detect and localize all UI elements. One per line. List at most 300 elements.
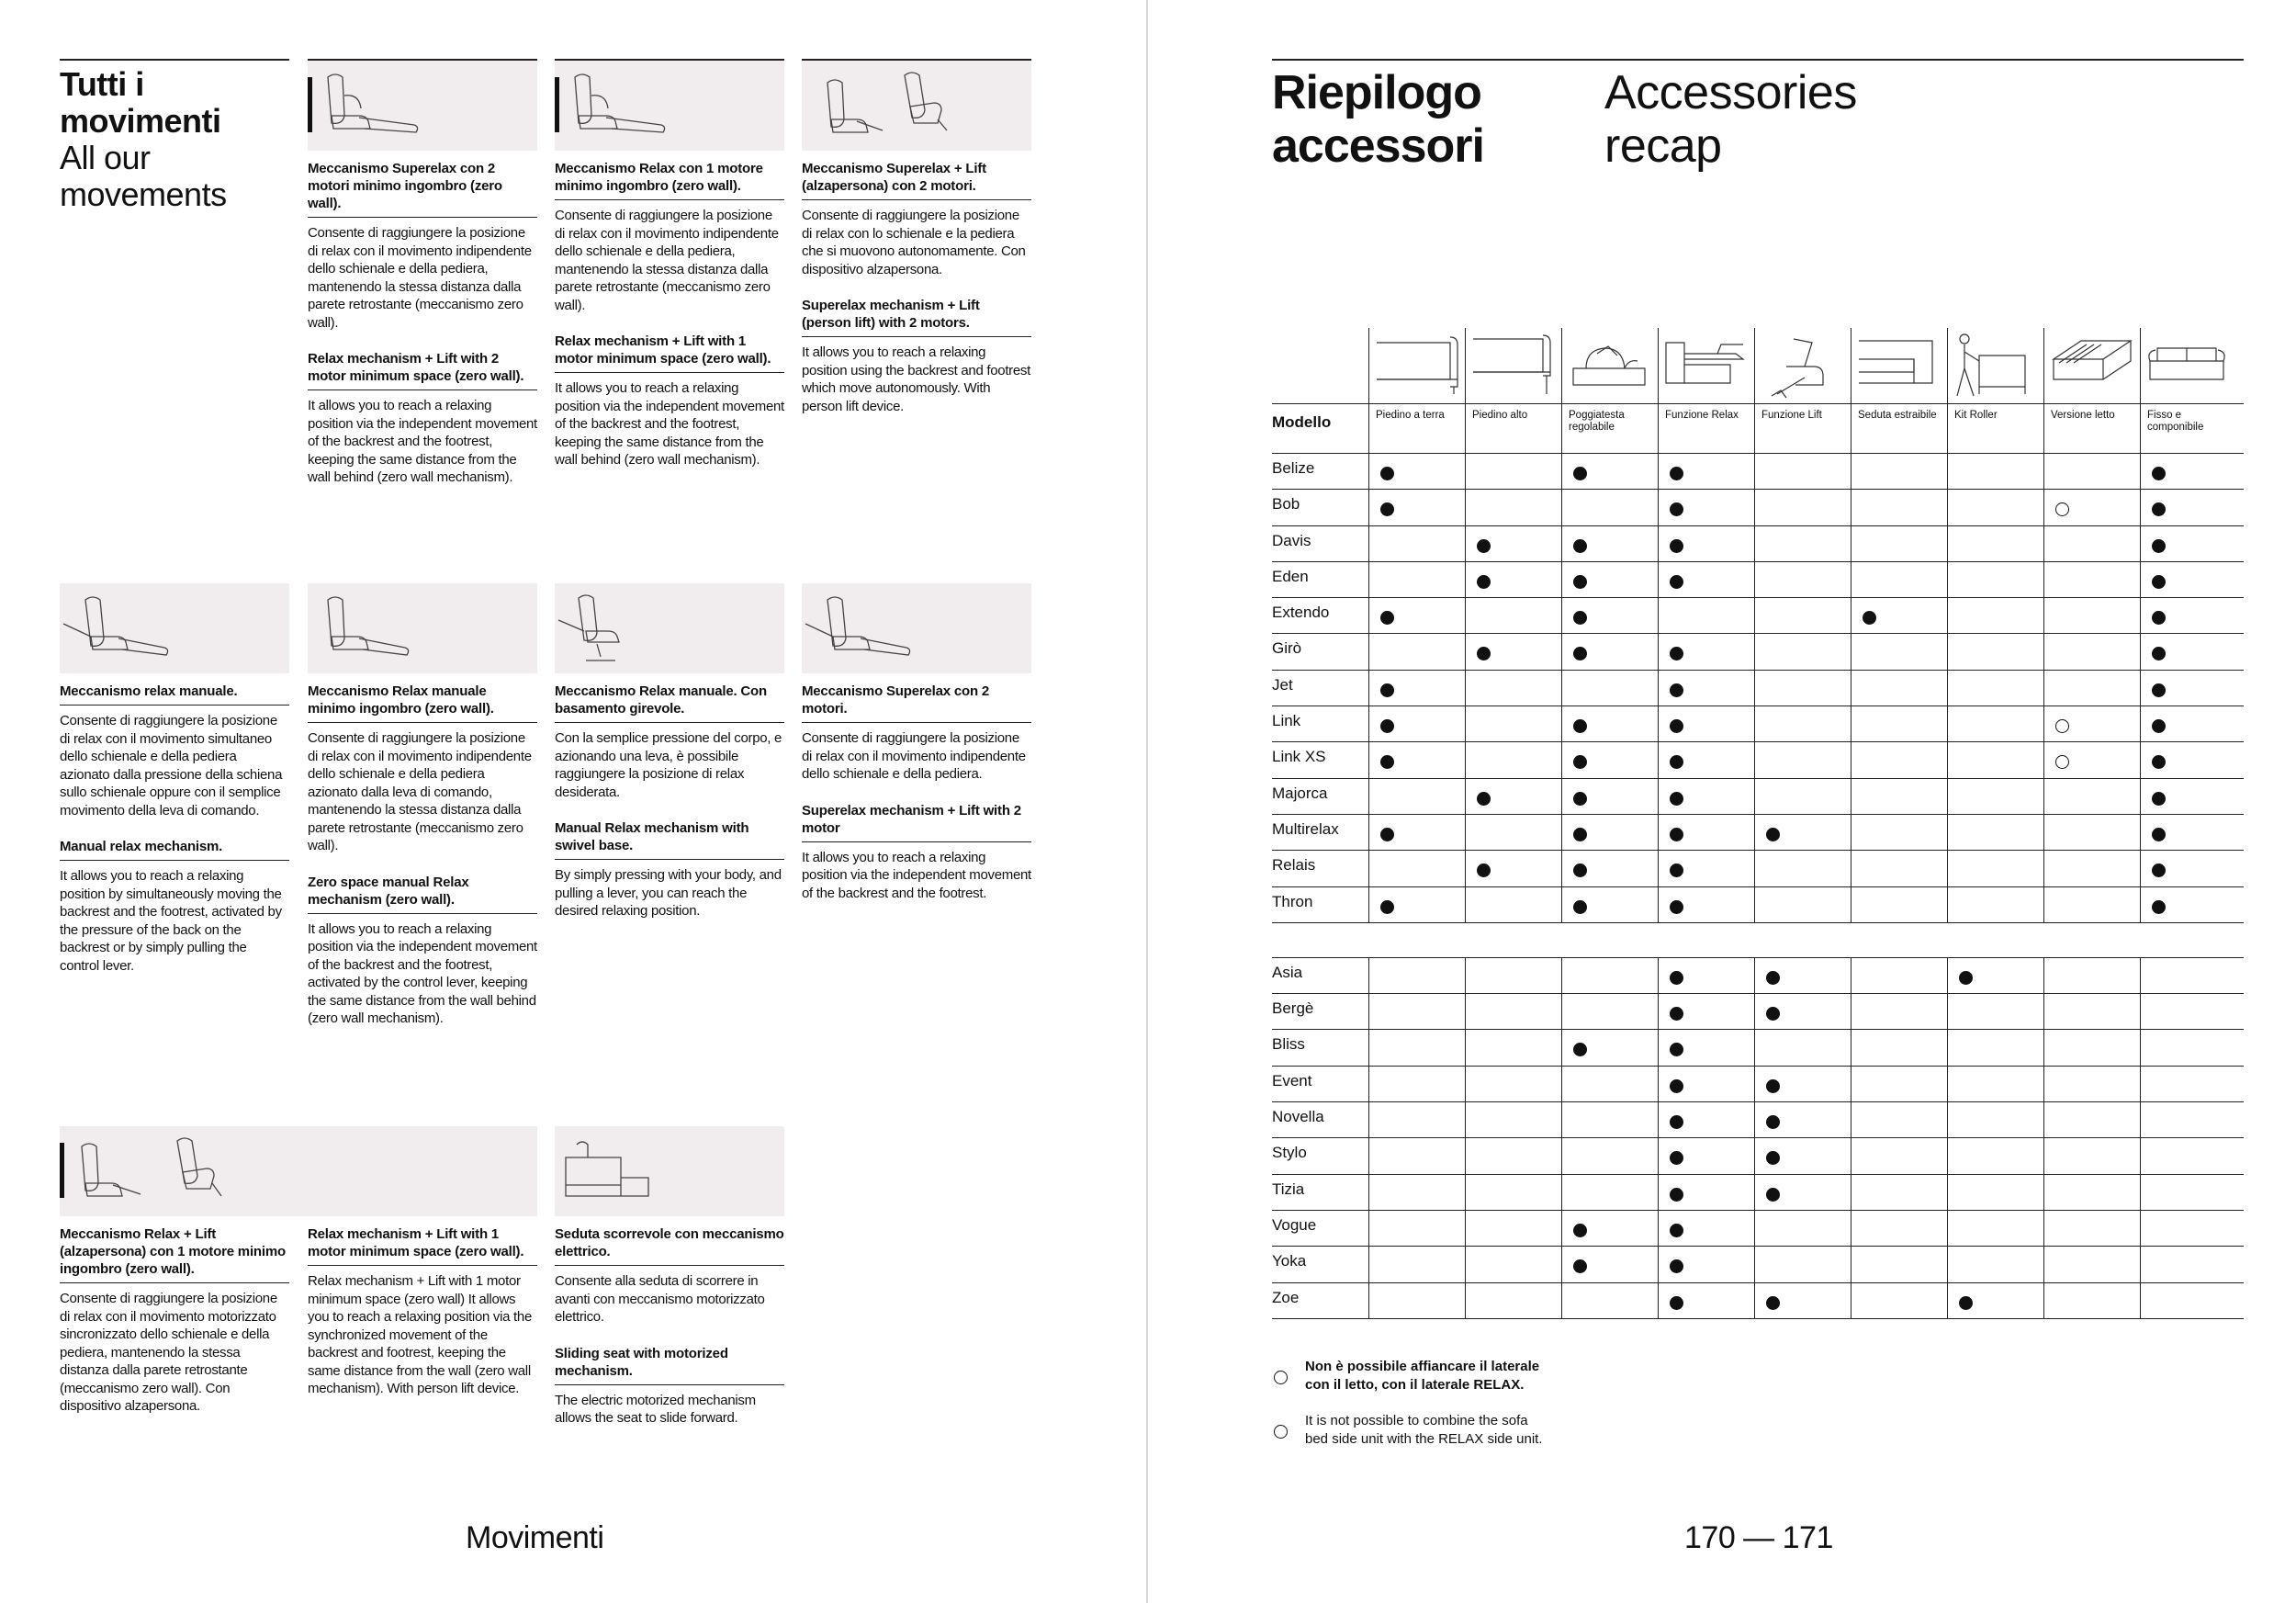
movement-heading-en: Relax mechanism + Lift with 2 motor minimum space (zero wall). bbox=[308, 350, 537, 390]
filled-dot-icon bbox=[2152, 647, 2166, 660]
table-cell bbox=[1851, 815, 1947, 850]
filled-dot-icon bbox=[1959, 1296, 1973, 1310]
table-cell bbox=[1465, 671, 1561, 706]
pull-out-seat-icon bbox=[1851, 328, 1947, 403]
model-column-header: Modello bbox=[1272, 413, 1332, 431]
filled-dot-icon bbox=[1573, 828, 1587, 841]
filled-dot-icon bbox=[1863, 611, 1876, 625]
filled-dot-icon bbox=[1959, 971, 1973, 985]
table-row bbox=[1272, 562, 2244, 598]
table-cell bbox=[1368, 490, 1465, 525]
filled-dot-icon bbox=[1766, 1079, 1780, 1093]
recliner-zero-wall-icon bbox=[308, 61, 537, 151]
movement-heading-en: Sliding seat with motorized mechanism. bbox=[555, 1345, 784, 1385]
table-cell bbox=[1754, 706, 1851, 741]
table-cell bbox=[2140, 1067, 2236, 1101]
icon-header-row bbox=[1272, 328, 2244, 403]
table-row bbox=[1272, 1283, 2244, 1319]
table-cell bbox=[1754, 526, 1851, 561]
movement-illustration bbox=[802, 583, 1031, 673]
table-cell bbox=[1947, 1283, 2043, 1318]
swivel-recliner-icon bbox=[555, 583, 784, 673]
table-row bbox=[1272, 1175, 2244, 1211]
table-cell bbox=[1658, 815, 1754, 850]
table-cell bbox=[2140, 1247, 2236, 1281]
table-cell bbox=[2043, 598, 2140, 633]
model-name: Link XS bbox=[1272, 748, 1326, 766]
superelax-recliner-icon bbox=[802, 583, 1031, 673]
filled-dot-icon bbox=[1573, 467, 1587, 480]
table-cell bbox=[1561, 706, 1658, 741]
table-cell bbox=[2140, 1175, 2236, 1210]
table-cell bbox=[1658, 779, 1754, 814]
table-cell bbox=[1465, 706, 1561, 741]
filled-dot-icon bbox=[1670, 971, 1683, 985]
table-cell bbox=[1851, 526, 1947, 561]
movement-card bbox=[308, 583, 537, 1028]
model-name: Bergè bbox=[1272, 999, 1314, 1018]
table-cell bbox=[1947, 994, 2043, 1029]
filled-dot-icon bbox=[1477, 864, 1491, 877]
table-cell bbox=[1465, 887, 1561, 922]
table-cell bbox=[1368, 1102, 1465, 1137]
table-cell bbox=[1947, 1030, 2043, 1065]
table-row bbox=[1272, 994, 2244, 1030]
table-cell bbox=[1561, 994, 1658, 1029]
filled-dot-icon bbox=[1670, 828, 1683, 841]
table-cell bbox=[1658, 490, 1754, 525]
filled-dot-icon bbox=[1766, 1007, 1780, 1021]
table-cell bbox=[2140, 706, 2236, 741]
model-name: Eden bbox=[1272, 567, 1309, 585]
table-cell bbox=[1658, 671, 1754, 706]
table-cell bbox=[1465, 815, 1561, 850]
table-row bbox=[1272, 887, 2244, 923]
model-name: Yoka bbox=[1272, 1252, 1307, 1270]
table-row bbox=[1272, 634, 2244, 670]
filled-dot-icon bbox=[1670, 467, 1683, 480]
table-cell bbox=[1465, 1138, 1561, 1173]
movement-description-en: By simply pressing with your body, and pulling a lever, you can reach the desired relaxing position. bbox=[555, 867, 782, 919]
movement-heading-en: Zero space manual Relax mechanism (zero wall). bbox=[308, 874, 537, 914]
filled-dot-icon bbox=[1573, 539, 1587, 553]
table-cell bbox=[2140, 779, 2236, 814]
high-foot-icon bbox=[1465, 328, 1561, 403]
table-cell bbox=[1947, 815, 2043, 850]
filled-dot-icon bbox=[1670, 1296, 1683, 1310]
column-header: Funzione Lift bbox=[1754, 404, 1851, 454]
filled-dot-icon bbox=[1670, 1115, 1683, 1129]
table-row bbox=[1272, 1247, 2244, 1282]
table-cell bbox=[1465, 1175, 1561, 1210]
group-separator bbox=[1272, 923, 2244, 958]
movement-heading: Meccanismo Relax + Lift (alzapersona) con 1 motore minimo ingombro (zero wall). bbox=[60, 1225, 289, 1283]
filled-dot-icon bbox=[1573, 1043, 1587, 1056]
movement-description-en: It allows you to reach a relaxing position via the independent movement of the backrest and the footrest, keeping the same distance from the wall behind (zero wall mechanism). bbox=[308, 398, 537, 485]
model-name: Belize bbox=[1272, 459, 1315, 477]
accessories-table bbox=[1272, 328, 2244, 1319]
model-name: Multirelax bbox=[1272, 819, 1339, 838]
movement-heading-en: Superelax mechanism + Lift with 2 motor bbox=[802, 802, 1031, 842]
table-cell bbox=[1465, 1283, 1561, 1318]
table-cell bbox=[1465, 742, 1561, 777]
table-cell bbox=[1851, 887, 1947, 922]
table-cell bbox=[1851, 779, 1947, 814]
filled-dot-icon bbox=[2152, 719, 2166, 733]
legend-text: Non è possibile affiancare il laterale con il letto, con il laterale RELAX. bbox=[1305, 1359, 1540, 1393]
table-cell bbox=[1561, 1283, 1658, 1318]
table-cell bbox=[1658, 598, 1754, 633]
filled-dot-icon bbox=[1766, 971, 1780, 985]
table-cell bbox=[1658, 1283, 1754, 1318]
table-cell bbox=[1754, 779, 1851, 814]
movement-description: Consente di raggiungere la posizione di relax con il movimento motorizzato sincronizzato dello schienale e della pediera, mantenendo la stessa distanza dalla parete retrostante (meccanismo zero wall). Con dispositivo alzapersona. bbox=[60, 1291, 277, 1414]
filled-dot-icon bbox=[1670, 792, 1683, 806]
table-row bbox=[1272, 671, 2244, 706]
movement-heading-en: Relax mechanism + Lift with 1 motor minimum space (zero wall). bbox=[555, 333, 784, 373]
table-row bbox=[1272, 851, 2244, 886]
adjustable-headrest-icon bbox=[1561, 328, 1658, 403]
table-cell bbox=[1851, 706, 1947, 741]
movement-illustration-wide bbox=[60, 1126, 537, 1216]
filled-dot-icon bbox=[1380, 611, 1394, 625]
filled-dot-icon bbox=[1766, 1296, 1780, 1310]
legend-text: It is not possible to combine the sofa bed side unit with the RELAX side unit. bbox=[1305, 1413, 1543, 1447]
table-cell bbox=[1561, 1247, 1658, 1281]
movement-heading: Meccanismo Relax manuale minimo ingombro (zero wall). bbox=[308, 683, 537, 723]
table-cell bbox=[2140, 454, 2236, 489]
page-numbers: 170 — 171 bbox=[1684, 1520, 1833, 1555]
filled-dot-icon bbox=[1670, 647, 1683, 660]
table-cell bbox=[1947, 1102, 2043, 1137]
table-cell bbox=[2140, 742, 2236, 777]
movement-card bbox=[555, 61, 784, 469]
table-cell bbox=[2140, 562, 2236, 597]
model-name: Girò bbox=[1272, 639, 1302, 658]
filled-dot-icon bbox=[1573, 1224, 1587, 1237]
filled-dot-icon bbox=[1573, 792, 1587, 806]
table-cell bbox=[1851, 671, 1947, 706]
movement-illustration bbox=[555, 583, 784, 673]
table-cell bbox=[1368, 1247, 1465, 1281]
movement-heading-en: Superelax mechanism + Lift (person lift) with 2 motors. bbox=[802, 297, 1031, 337]
table-cell bbox=[1465, 1102, 1561, 1137]
table-cell bbox=[2043, 815, 2140, 850]
movement-card bbox=[555, 1126, 784, 1428]
model-name: Bliss bbox=[1272, 1035, 1305, 1054]
table-cell bbox=[1561, 1067, 1658, 1101]
filled-dot-icon bbox=[1670, 1043, 1683, 1056]
table-cell bbox=[1561, 1175, 1658, 1210]
filled-dot-icon bbox=[2152, 900, 2166, 914]
filled-dot-icon bbox=[1380, 900, 1394, 914]
table-cell bbox=[1851, 1030, 1947, 1065]
column-header: Piedino alto bbox=[1465, 404, 1561, 454]
filled-dot-icon bbox=[1573, 900, 1587, 914]
table-cell bbox=[2140, 958, 2236, 993]
filled-dot-icon bbox=[1670, 683, 1683, 697]
relax-lift-icon bbox=[60, 1126, 537, 1216]
table-cell bbox=[1465, 598, 1561, 633]
table-cell bbox=[1368, 994, 1465, 1029]
filled-dot-icon bbox=[1670, 502, 1683, 516]
table-cell bbox=[2140, 887, 2236, 922]
table-cell bbox=[1658, 887, 1754, 922]
section-footer: Movimenti bbox=[466, 1520, 604, 1555]
movement-card bbox=[555, 583, 784, 920]
model-name: Relais bbox=[1272, 856, 1316, 875]
ring-marker-icon bbox=[1274, 1425, 1288, 1439]
model-name: Stylo bbox=[1272, 1144, 1307, 1162]
column-header: Fisso e componibile bbox=[2140, 404, 2236, 454]
manual-zero-wall-recliner-icon bbox=[308, 583, 537, 673]
table-row bbox=[1272, 1138, 2244, 1174]
table-cell bbox=[1947, 887, 2043, 922]
filled-dot-icon bbox=[1766, 1115, 1780, 1129]
table-row bbox=[1272, 1030, 2244, 1066]
table-cell bbox=[1851, 454, 1947, 489]
table-cell bbox=[2043, 1102, 2140, 1137]
table-cell bbox=[1754, 1175, 1851, 1210]
filled-dot-icon bbox=[2152, 864, 2166, 877]
table-cell bbox=[2043, 706, 2140, 741]
column-header: Kit Roller bbox=[1947, 404, 2043, 454]
table-cell bbox=[1368, 1138, 1465, 1173]
movement-description: Consente di raggiungere la posizione di relax con il movimento indipendente dello schienale e della pediera. bbox=[802, 730, 1026, 782]
filled-dot-icon bbox=[2152, 683, 2166, 697]
table-row bbox=[1272, 598, 2244, 634]
table-row bbox=[1272, 779, 2244, 815]
table-cell bbox=[2043, 1283, 2140, 1318]
table-cell bbox=[1851, 1138, 1947, 1173]
table-cell bbox=[1561, 887, 1658, 922]
column-header: Seduta estraibile bbox=[1851, 404, 1947, 454]
ring-marker-icon bbox=[2055, 755, 2069, 769]
table-cell bbox=[1851, 598, 1947, 633]
table-cell bbox=[2043, 634, 2140, 669]
movement-card bbox=[802, 583, 1031, 902]
column-header: Funzione Relax bbox=[1658, 404, 1754, 454]
title-rule bbox=[1272, 59, 2244, 61]
model-name: Tizia bbox=[1272, 1180, 1305, 1198]
table-cell bbox=[1465, 634, 1561, 669]
filled-dot-icon bbox=[1573, 575, 1587, 589]
movement-card bbox=[802, 61, 1031, 415]
table-cell bbox=[1947, 598, 2043, 633]
table-cell bbox=[1947, 1247, 2043, 1281]
table-cell bbox=[1658, 742, 1754, 777]
table-cell bbox=[2140, 994, 2236, 1029]
filled-dot-icon bbox=[1670, 755, 1683, 769]
model-group-2 bbox=[1272, 958, 2244, 1319]
filled-dot-icon bbox=[1573, 755, 1587, 769]
table-row bbox=[1272, 454, 2244, 490]
table-cell bbox=[1561, 1211, 1658, 1246]
table-cell bbox=[2043, 1030, 2140, 1065]
movement-card bbox=[60, 1216, 289, 1416]
table-cell bbox=[1561, 958, 1658, 993]
table-cell bbox=[1658, 562, 1754, 597]
table-cell bbox=[2043, 526, 2140, 561]
movement-heading: Meccanismo Superelax con 2 motori minimo ingombro (zero wall). bbox=[308, 160, 537, 218]
table-cell bbox=[1658, 1067, 1754, 1101]
model-name: Extendo bbox=[1272, 604, 1330, 622]
table-cell bbox=[1368, 671, 1465, 706]
table-cell bbox=[1754, 958, 1851, 993]
movement-illustration bbox=[555, 1126, 784, 1216]
table-cell bbox=[1754, 1102, 1851, 1137]
table-header-row bbox=[1272, 403, 2244, 454]
filled-dot-icon bbox=[2152, 575, 2166, 589]
table-cell bbox=[1465, 779, 1561, 814]
filled-dot-icon bbox=[1380, 828, 1394, 841]
filled-dot-icon bbox=[1766, 828, 1780, 841]
movement-heading-en: Manual relax mechanism. bbox=[60, 838, 289, 861]
table-cell bbox=[1851, 742, 1947, 777]
table-cell bbox=[2043, 1211, 2140, 1246]
title-english: All our movements bbox=[60, 139, 227, 213]
table-cell bbox=[1658, 634, 1754, 669]
table-cell bbox=[1368, 562, 1465, 597]
table-cell bbox=[1561, 526, 1658, 561]
filled-dot-icon bbox=[1573, 864, 1587, 877]
filled-dot-icon bbox=[2152, 755, 2166, 769]
legend bbox=[1272, 1358, 1548, 1448]
filled-dot-icon bbox=[1670, 900, 1683, 914]
table-cell bbox=[1368, 598, 1465, 633]
model-name: Vogue bbox=[1272, 1215, 1317, 1234]
table-cell bbox=[2140, 671, 2236, 706]
filled-dot-icon bbox=[1380, 467, 1394, 480]
relax-function-icon bbox=[1658, 328, 1754, 403]
table-cell bbox=[1947, 1211, 2043, 1246]
table-cell bbox=[1851, 994, 1947, 1029]
movement-heading: Seduta scorrevole con meccanismo elettrico. bbox=[555, 1225, 784, 1266]
filled-dot-icon bbox=[2152, 539, 2166, 553]
table-cell bbox=[1851, 634, 1947, 669]
ring-marker-icon bbox=[2055, 502, 2069, 516]
movement-illustration bbox=[60, 583, 289, 673]
table-cell bbox=[1465, 490, 1561, 525]
table-cell bbox=[1658, 1211, 1754, 1246]
table-cell bbox=[1658, 1175, 1754, 1210]
table-cell bbox=[1851, 490, 1947, 525]
table-cell bbox=[1561, 634, 1658, 669]
table-cell bbox=[1947, 742, 2043, 777]
bed-version-icon bbox=[2043, 328, 2140, 403]
table-row bbox=[1272, 815, 2244, 851]
table-cell bbox=[1754, 1247, 1851, 1281]
filled-dot-icon bbox=[1670, 719, 1683, 733]
filled-dot-icon bbox=[1766, 1188, 1780, 1202]
table-row bbox=[1272, 958, 2244, 994]
table-cell bbox=[2140, 851, 2236, 886]
ring-marker-icon bbox=[2055, 719, 2069, 733]
movement-description: Consente di raggiungere la posizione di relax con il movimento indipendente dello schienale e della pediera azionato dalla leva di comando, mantenendo la stessa distanza dalla parete retrostante (meccanismo zero wall). bbox=[308, 730, 532, 853]
table-cell bbox=[2043, 454, 2140, 489]
table-cell bbox=[2043, 1175, 2140, 1210]
table-cell bbox=[1368, 706, 1465, 741]
table-cell bbox=[1754, 598, 1851, 633]
table-cell bbox=[1851, 1247, 1947, 1281]
table-cell bbox=[1368, 1067, 1465, 1101]
table-cell bbox=[1754, 634, 1851, 669]
table-row bbox=[1272, 1211, 2244, 1247]
filled-dot-icon bbox=[1477, 792, 1491, 806]
table-cell bbox=[1368, 958, 1465, 993]
table-cell bbox=[2140, 634, 2236, 669]
table-cell bbox=[1368, 634, 1465, 669]
recliner-zero-wall-icon bbox=[555, 61, 784, 151]
filled-dot-icon bbox=[1477, 539, 1491, 553]
table-cell bbox=[1851, 958, 1947, 993]
filled-dot-icon bbox=[1380, 683, 1394, 697]
table-cell bbox=[2043, 887, 2140, 922]
movement-description: Consente di raggiungere la posizione di relax con lo schienale e la pediera che si muovono autonomamente. Con dispositivo alzapersona. bbox=[802, 208, 1026, 277]
table-cell bbox=[1947, 958, 2043, 993]
table-cell bbox=[1561, 490, 1658, 525]
model-name: Thron bbox=[1272, 892, 1313, 910]
table-row bbox=[1272, 1067, 2244, 1102]
table-cell bbox=[2140, 1211, 2236, 1246]
table-cell bbox=[1754, 994, 1851, 1029]
table-cell bbox=[1561, 562, 1658, 597]
movement-description-en: It allows you to reach a relaxing position via the independent movement of the backrest and the footrest, keeping the same distance from the wall behind (zero wall mechanism). bbox=[555, 380, 784, 468]
movement-card bbox=[308, 1216, 537, 1398]
table-cell bbox=[1754, 887, 1851, 922]
movement-heading: Meccanismo relax manuale. bbox=[60, 683, 289, 706]
table-cell bbox=[1947, 454, 2043, 489]
table-cell bbox=[2140, 490, 2236, 525]
table-cell bbox=[1754, 671, 1851, 706]
column-header: Piedino a terra bbox=[1368, 404, 1465, 454]
model-name: Zoe bbox=[1272, 1288, 1300, 1306]
table-cell bbox=[2043, 994, 2140, 1029]
table-cell bbox=[1561, 1138, 1658, 1173]
table-cell bbox=[1368, 851, 1465, 886]
filled-dot-icon bbox=[1573, 647, 1587, 660]
table-cell bbox=[1465, 562, 1561, 597]
table-cell bbox=[1658, 994, 1754, 1029]
filled-dot-icon bbox=[2152, 792, 2166, 806]
table-cell bbox=[1947, 1175, 2043, 1210]
table-row bbox=[1272, 706, 2244, 742]
table-cell bbox=[1754, 1138, 1851, 1173]
table-row bbox=[1272, 742, 2244, 778]
table-cell bbox=[1658, 851, 1754, 886]
column-header: Versione letto bbox=[2043, 404, 2140, 454]
manual-recliner-icon bbox=[60, 583, 289, 673]
table-cell bbox=[1561, 851, 1658, 886]
table-cell bbox=[1947, 634, 2043, 669]
movement-card bbox=[60, 583, 289, 975]
filled-dot-icon bbox=[1573, 719, 1587, 733]
filled-dot-icon bbox=[1670, 539, 1683, 553]
table-cell bbox=[1368, 1283, 1465, 1318]
table-cell bbox=[1851, 1283, 1947, 1318]
model-name: Event bbox=[1272, 1071, 1312, 1089]
movement-description: Consente di raggiungere la posizione di relax con il movimento simultaneo dello schienale e della pediera azionato dalla pressione della schiena sullo schienale oppure con il semplice movimento della leva di comando. bbox=[60, 713, 283, 818]
model-name: Jet bbox=[1272, 675, 1293, 694]
table-cell bbox=[1947, 1067, 2043, 1101]
table-cell bbox=[1754, 1030, 1851, 1065]
table-cell bbox=[1561, 1102, 1658, 1137]
movement-description: Consente di raggiungere la posizione di relax con il movimento indipendente dello schienale e della pediera, mantenendo la stessa distanza dalla parete retrostante (meccanismo zero wall). bbox=[555, 208, 779, 313]
table-cell bbox=[1851, 1067, 1947, 1101]
table-cell bbox=[1561, 779, 1658, 814]
movement-heading: Meccanismo Superelax con 2 motori. bbox=[802, 683, 1031, 723]
table-cell bbox=[1368, 742, 1465, 777]
